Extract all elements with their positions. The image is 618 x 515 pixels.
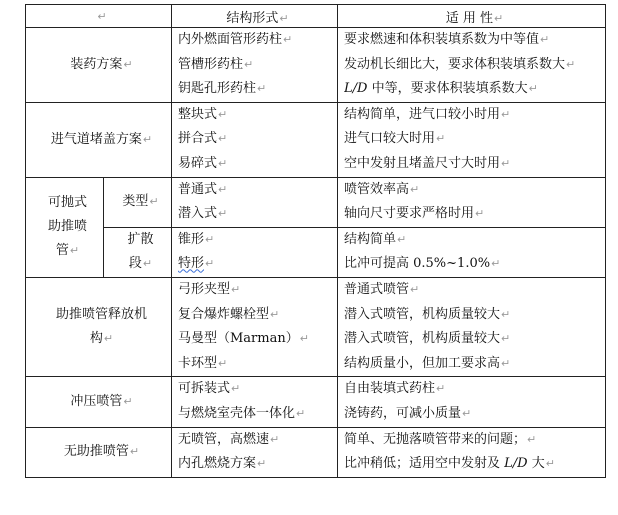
cell-text: 弓形夹型 (178, 281, 231, 297)
table-row (26, 102, 606, 177)
header-structure-label: 结构形式 (226, 10, 279, 26)
applicability-cell (338, 427, 606, 477)
applicability-cell (338, 277, 606, 376)
paragraph-mark-icon: ↵ (123, 394, 133, 408)
table-row (26, 427, 606, 477)
table-row (26, 227, 606, 277)
structure-cell (172, 377, 338, 427)
paragraph-mark-icon: ↵ (545, 457, 555, 471)
paragraph-mark-icon: ↵ (566, 57, 576, 71)
cell-text: 锥形 (178, 231, 205, 247)
cell-text (32, 327, 171, 351)
list-item (178, 178, 337, 203)
row-label-plug (26, 102, 172, 177)
cell-text: L/D (344, 81, 368, 97)
paragraph-mark-icon: ↵ (129, 445, 140, 459)
cell-text: 可拆装式 (178, 381, 231, 397)
list-item (178, 352, 337, 377)
cell-text: 卡环型 (178, 355, 218, 371)
header-row (26, 5, 606, 28)
cell-text: 进气口较大时用 (344, 131, 436, 147)
cell-text: 简单、无抛落喷管带来的问题； (344, 431, 527, 447)
list-item (178, 327, 337, 352)
list-item (344, 252, 605, 277)
list-item (344, 28, 605, 53)
paragraph-mark-icon: ↵ (218, 132, 228, 146)
list-item (344, 152, 605, 177)
list-item (344, 428, 605, 453)
cell-text: 空中发射且堵盖尺寸大时用 (344, 155, 501, 171)
cell-text: 要求燃速和体积装填系数为中等值 (344, 32, 540, 47)
cell-text: 可抛式 (47, 195, 87, 211)
cell-text: 潜入式喷管，机构质量较大 (344, 331, 501, 347)
list-item (178, 278, 337, 303)
cell-text: 易碎式 (178, 155, 218, 171)
cell-text: 内外燃面管形药柱 (178, 32, 283, 47)
paragraph-mark-icon: ↵ (501, 107, 511, 121)
list-item (344, 303, 605, 328)
paragraph-mark-icon: ↵ (142, 132, 153, 146)
cell-text: 浇铸药，可减小质量 (344, 405, 462, 421)
paragraph-mark-icon: ↵ (299, 332, 309, 346)
structure-cell (172, 102, 338, 177)
sub-label-divergent (104, 227, 172, 277)
cell-text: 冲压喷管 (70, 393, 123, 409)
cell-text: 轴向尺寸要求严格时用 (344, 206, 475, 222)
cell-text: 结构简单 (344, 231, 397, 247)
paragraph-mark-icon: ↵ (270, 432, 280, 446)
list-item (178, 303, 337, 328)
paragraph-mark-icon: ↵ (205, 257, 215, 271)
list-item (178, 228, 337, 253)
cell-text: 管 (55, 243, 69, 259)
paragraph-mark-icon: ↵ (149, 195, 159, 209)
list-item (178, 252, 337, 277)
row-label-release (26, 277, 172, 376)
cell-text: 构 (89, 331, 103, 347)
row-label-text: 装药方案 (70, 56, 123, 72)
paragraph-mark-icon: ↵ (218, 107, 228, 121)
cell-text: L/D 中等，要求体积装填系数大 (344, 81, 528, 97)
cell-text: 拼合式 (178, 131, 218, 147)
structure-cell (172, 227, 338, 277)
paragraph-mark-icon: ↵ (410, 282, 420, 296)
list-item (344, 377, 605, 402)
header-corner-cell (26, 5, 172, 28)
cell-text: 无助推喷管 (63, 444, 129, 460)
paragraph-mark-icon: ↵ (436, 132, 446, 146)
paragraph-mark-icon: ↵ (257, 457, 267, 471)
header-applicability-cell (338, 5, 606, 28)
table-row (26, 277, 606, 376)
paragraph-mark-icon: ↵ (540, 33, 550, 46)
paragraph-mark-icon: ↵ (231, 382, 241, 396)
paragraph-mark-icon: ↵ (244, 57, 254, 71)
paragraph-mark-icon: ↵ (270, 307, 280, 321)
table-row (26, 28, 606, 103)
paragraph-mark-icon: ↵ (231, 282, 241, 296)
paragraph-mark-icon: ↵ (475, 207, 485, 221)
list-item (344, 452, 605, 477)
paragraph-mark-icon: ↵ (527, 432, 537, 446)
cell-text: 马曼型（Marman） (178, 331, 299, 347)
paragraph-mark-icon: ↵ (501, 332, 511, 346)
row-label-ram (26, 377, 172, 427)
cell-text (32, 239, 103, 263)
structure-cell (172, 427, 338, 477)
paragraph-mark-icon: ↵ (218, 207, 228, 221)
cell-text: 喷管效率高 (344, 181, 410, 197)
paragraph-mark-icon: ↵ (279, 11, 289, 25)
cell-text: 结构简单，进气口较小时用 (344, 106, 501, 122)
paragraph-mark-icon: ↵ (397, 232, 407, 246)
header-applicability-label: 适 用 性 (445, 10, 494, 26)
paragraph-mark-icon: ↵ (218, 156, 228, 170)
cell-text: 无喷管，高燃速 (178, 431, 270, 447)
cell-text: 助推喷管释放机 (55, 307, 147, 323)
list-item (344, 77, 605, 102)
cell-text: 整块式 (178, 106, 218, 122)
list-item (344, 127, 605, 152)
structure-cell (172, 28, 338, 103)
comparison-table (25, 4, 606, 478)
spellcheck-underline: 特形 (178, 256, 205, 272)
paragraph-mark-icon: ↵ (69, 244, 80, 258)
row-label-nozzle (26, 177, 104, 277)
cell-text: 内孔燃烧方案 (178, 456, 257, 472)
structure-cell (172, 177, 338, 227)
paragraph-mark-icon: ↵ (218, 356, 228, 370)
row-label-charge (26, 28, 172, 103)
structure-cell (172, 277, 338, 376)
paragraph-mark-icon: ↵ (462, 406, 472, 420)
paragraph-mark-icon: ↵ (142, 257, 153, 271)
paragraph-mark-icon: ↵ (257, 82, 267, 96)
cell-text: 比冲稍低；适用空中发射及 L/D 大 (344, 456, 545, 472)
applicability-cell (338, 177, 606, 227)
cell-text: 潜入式 (178, 206, 218, 222)
table-row (26, 177, 606, 227)
list-item (178, 452, 337, 477)
applicability-cell (338, 227, 606, 277)
list-item (178, 103, 337, 128)
list-item (344, 278, 605, 303)
list-item (344, 327, 605, 352)
paragraph-mark-icon: ↵ (97, 9, 107, 23)
paragraph-mark-icon: ↵ (528, 82, 538, 96)
list-item (178, 53, 337, 78)
cell-text: 发动机长细比大，要求体积装填系数大 (344, 56, 566, 72)
cell-text: 结构质量小，但加工要求高 (344, 355, 501, 371)
list-item (178, 377, 337, 402)
paragraph-mark-icon: ↵ (501, 307, 511, 321)
cell-text (110, 252, 171, 276)
cell-text: 钥匙孔形药柱 (178, 81, 257, 97)
applicability-cell (338, 377, 606, 427)
cell-text: 扩散 (127, 232, 154, 248)
table-row (26, 377, 606, 427)
paragraph-mark-icon: ↵ (218, 182, 228, 196)
cell-text: L/D (504, 456, 528, 472)
list-item (178, 402, 337, 427)
list-item (344, 228, 605, 253)
cell-text: 自由装填式药柱 (344, 381, 436, 397)
header-structure-cell (172, 5, 338, 28)
list-item (178, 127, 337, 152)
paragraph-mark-icon: ↵ (491, 257, 501, 271)
paragraph-mark-icon: ↵ (123, 57, 133, 71)
cell-text: 比冲可提高 0.5%~1.0% (344, 256, 491, 272)
cell-text: 管槽形药柱 (178, 56, 244, 72)
cell-text: 复合爆炸螺栓型 (178, 306, 270, 322)
cell-text: 与燃烧室壳体一体化 (178, 405, 296, 421)
paragraph-mark-icon: ↵ (436, 382, 446, 396)
list-item (344, 103, 605, 128)
cell-text: 类型 (122, 194, 149, 210)
paragraph-mark-icon: ↵ (494, 11, 504, 25)
paragraph-mark-icon: ↵ (205, 232, 215, 246)
paragraph-mark-icon: ↵ (283, 33, 293, 46)
applicability-cell (338, 28, 606, 103)
cell-text: 潜入式喷管，机构质量较大 (344, 306, 501, 322)
row-label-none (26, 427, 172, 477)
sub-label-type (104, 177, 172, 227)
list-item (178, 152, 337, 177)
cell-text: 段 (128, 256, 142, 272)
row-label-text: 进气道堵盖方案 (50, 131, 142, 147)
cell-text: 普通式喷管 (344, 281, 410, 297)
paragraph-mark-icon: ↵ (501, 156, 511, 170)
list-item (178, 77, 337, 102)
paragraph-mark-icon: ↵ (296, 406, 306, 420)
list-item (178, 28, 337, 53)
list-item (178, 428, 337, 453)
list-item (344, 178, 605, 203)
paragraph-mark-icon: ↵ (103, 332, 114, 346)
cell-text: 普通式 (178, 181, 218, 197)
paragraph-mark-icon: ↵ (410, 182, 420, 196)
list-item (178, 202, 337, 227)
list-item (344, 53, 605, 78)
paragraph-mark-icon: ↵ (501, 356, 511, 370)
list-item (344, 352, 605, 377)
list-item (344, 402, 605, 427)
list-item (344, 202, 605, 227)
applicability-cell (338, 102, 606, 177)
cell-text: 助推喷 (47, 219, 87, 235)
